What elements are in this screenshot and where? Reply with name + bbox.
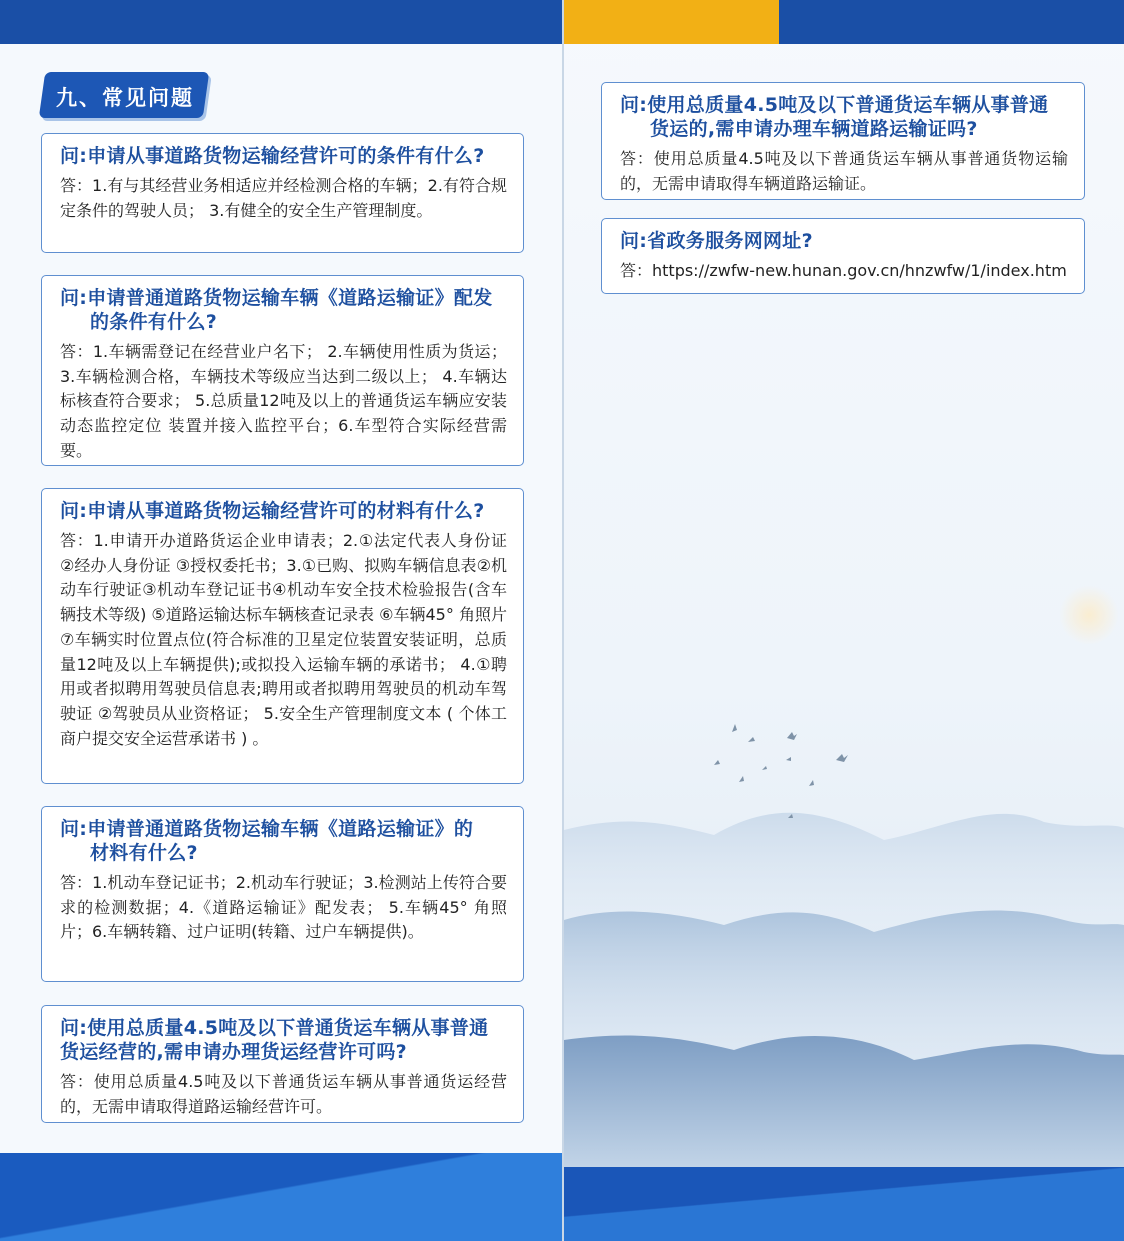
- faq-answer: 答：1.机动车登记证书；2.机动车行驶证；3.检测站上传符合要求的检测数据；4.《道路运输证》配发表； 5.车辆45° 角照片；6.车辆转籍、过户证明(转籍、过户车辆提供)。: [60, 873, 507, 942]
- bird-icon: [714, 760, 720, 765]
- mountain-landscape-illustration: [564, 560, 1124, 1170]
- right-top-accent: [564, 0, 779, 44]
- bird-icon: [739, 776, 744, 782]
- faq-card: [41, 1005, 524, 1123]
- bird-icon: [836, 754, 848, 762]
- faq-card: [601, 218, 1085, 294]
- faq-question: 问:省政务服务网网址?: [620, 230, 813, 252]
- flying-birds: [714, 724, 848, 818]
- bird-icon: [809, 780, 814, 786]
- sun-glow: [1059, 585, 1119, 645]
- bird-icon: [732, 724, 737, 732]
- faq-card: [41, 488, 524, 784]
- faq-card: [41, 806, 524, 982]
- faq-question: 问:使用总质量4.5吨及以下普通货运车辆从事普通 货运的,需申请办理车辆道路运输证吗?: [620, 94, 1049, 140]
- near-mountains: [564, 1035, 1124, 1170]
- left-top-bar: [0, 0, 562, 44]
- bird-icon: [748, 737, 755, 742]
- website-url-answer[interactable]: 答：https://zwfw-new.hunan.gov.cn/hnzwfw/1/index.htm: [620, 261, 1067, 280]
- section-title: 九、常见问题: [56, 86, 194, 110]
- faq-answer: 答：1.有与其经营业务相适应并经检测合格的车辆；2.有符合规定条件的驾驶人员； 3.有健全的安全生产管理制度。: [60, 176, 507, 220]
- faq-question: 问:使用总质量4.5吨及以下普通货运车辆从事普通 货运经营的,需申请办理货运经营许可吗?: [60, 1017, 489, 1063]
- faq-answer: 答：使用总质量4.5吨及以下普通货运车辆从事普通货物运输的，无需申请取得车辆道路运输证。: [620, 149, 1068, 193]
- bird-icon: [762, 766, 767, 770]
- right-bottom-bar: [564, 1167, 1124, 1241]
- faq-question: 问:申请从事道路货物运输经营许可的条件有什么?: [60, 145, 485, 167]
- faq-card: [41, 133, 524, 253]
- faq-question: 问:申请从事道路货物运输经营许可的材料有什么?: [60, 500, 485, 522]
- faq-card: [41, 275, 524, 466]
- right-panel: [564, 0, 1124, 1241]
- faq-answer: 答：1.车辆需登记在经营业户名下； 2.车辆使用性质为货运； 3.车辆检测合格，车辆技术等级应当达到二级以上； 4.车辆达标核查符合要求； 5.总质量12吨及以上的普通货运车辆应安装动态监控定位 装置并接入监控平台；6.车型符合实际经营需要。: [60, 342, 507, 460]
- faq-question: 问:申请普通道路货物运输车辆《道路运输证》配发 的条件有什么?: [60, 287, 493, 333]
- bird-icon: [787, 732, 797, 740]
- left-bottom-bar: [0, 1153, 562, 1241]
- faq-question: 问:申请普通道路货物运输车辆《道路运输证》的 材料有什么?: [60, 818, 474, 864]
- faq-card: [601, 82, 1085, 200]
- faq-answer: 答：1.申请开办道路货运企业申请表；2.①法定代表人身份证 ②经办人身份证 ③授权委托书；3.①已购、拟购车辆信息表②机动车行驶证③机动车登记证书④机动车安全技术检验报告(含车辆技术等级) ⑤道路运输达标车辆核查记录表 ⑥车辆45° 角照片 ⑦车辆实时位置点位(符合标准的卫星定位装置安装证明，总质量12吨及以上车辆提供);或拟投入运输车辆的承诺书； 4.①聘用或者拟聘用驾驶员信息表;聘用或者拟聘用驾驶员的机动车驾驶证 ②驾驶员从业资格证； 5.安全生产管理制度文本 ( 个体工商户提交安全运营承诺书 ) 。: [60, 531, 507, 748]
- faq-answer: 答：使用总质量4.5吨及以下普通货运车辆从事普通货运经营的，无需申请取得道路运输经营许可。: [60, 1072, 507, 1116]
- bird-icon: [786, 757, 791, 761]
